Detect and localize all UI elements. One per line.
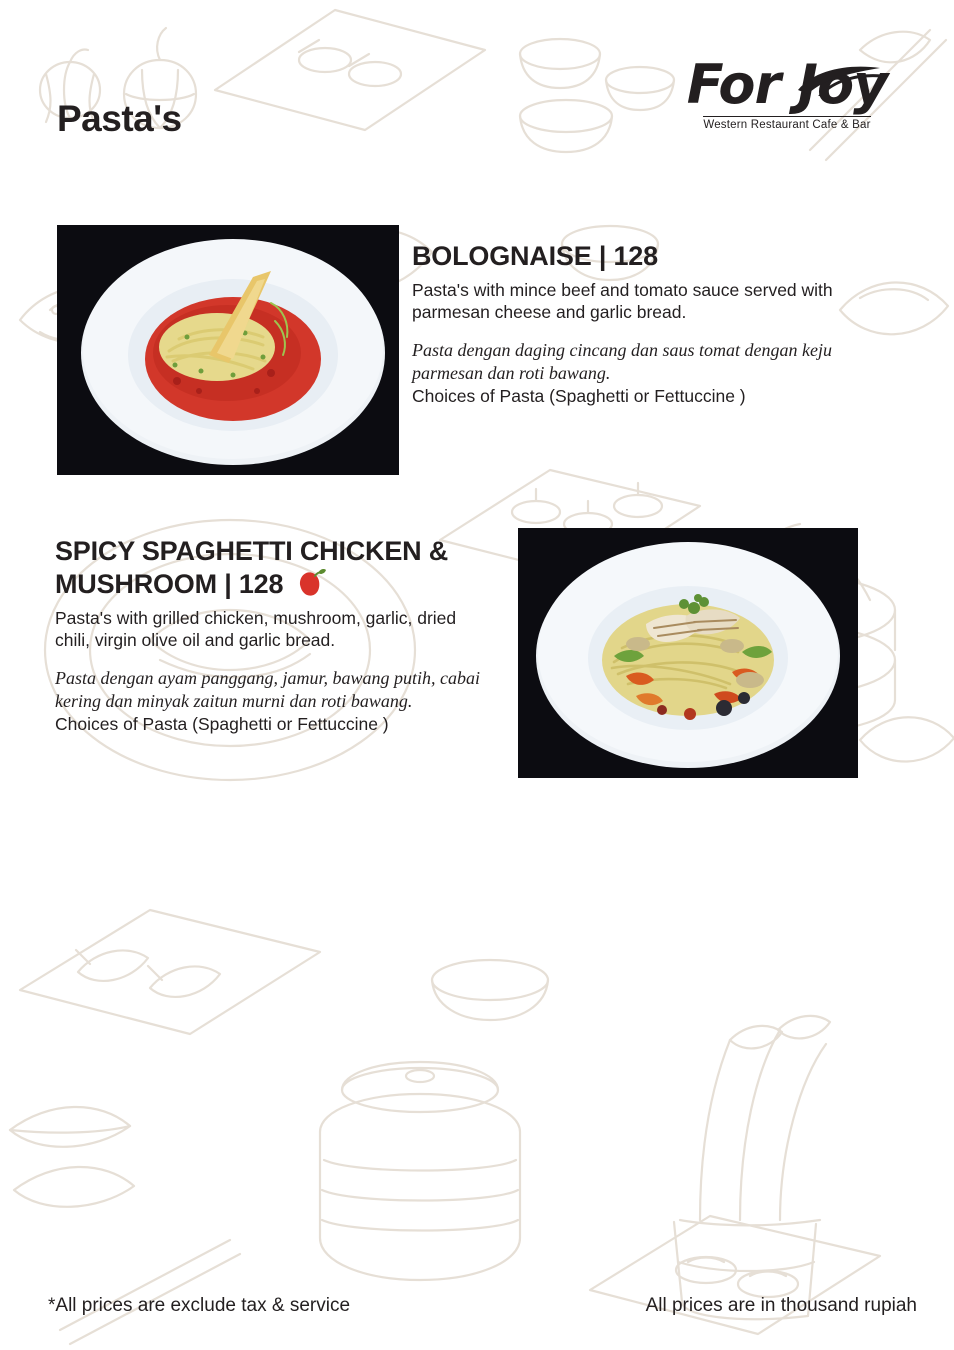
item-description-en: Pasta's with mince beef and tomato sauce served with parmesan cheese and garlic bread. [412, 279, 833, 322]
item-photo-bolognaise [57, 225, 399, 475]
item-name: BOLOGNAISE | 128 [412, 241, 658, 271]
item-description-id: Pasta dengan ayam panggang, jamur, bawang putih, cabai kering dan minyak zaitun murni dan roti bawang. [55, 667, 480, 711]
chili-pepper-icon [297, 568, 327, 596]
footer-note-currency: All prices are in thousand rupiah [645, 1295, 917, 1316]
item-description-en: Pasta's with grilled chicken, mushroom, garlic, dried chili, virgin olive oil and garlic bread. [55, 607, 457, 650]
page-title: Pasta's [57, 98, 182, 139]
item-photo-spicy-spaghetti-chicken-mushroom [518, 528, 858, 778]
item-name-text: SPICY SPAGHETTI CHICKEN & MUSHROOM | 128 [55, 536, 449, 599]
item-choices: Choices of Pasta (Spaghetti or Fettuccine ) [412, 386, 746, 407]
item-description-id: Pasta dengan daging cincang dan saus tomat dengan keju parmesan dan roti bawang. [412, 340, 832, 384]
logo-wordmark: For Joy [686, 53, 888, 116]
item-choices: Choices of Pasta (Spaghetti or Fettuccine ) [55, 714, 389, 735]
menu-item-bolognaise [412, 240, 872, 407]
bolognaise-dish-image [57, 225, 399, 475]
restaurant-logo [672, 53, 902, 158]
item-name [55, 535, 485, 601]
logo-swoosh-icon [794, 62, 884, 96]
spicy-spaghetti-dish-image [518, 528, 858, 778]
logo-tagline: Western Restaurant Cafe & Bar [703, 116, 870, 131]
footer-note-tax: *All prices are exclude tax & service [48, 1295, 351, 1316]
menu-item-spicy-spaghetti-chicken-mushroom [55, 535, 485, 735]
